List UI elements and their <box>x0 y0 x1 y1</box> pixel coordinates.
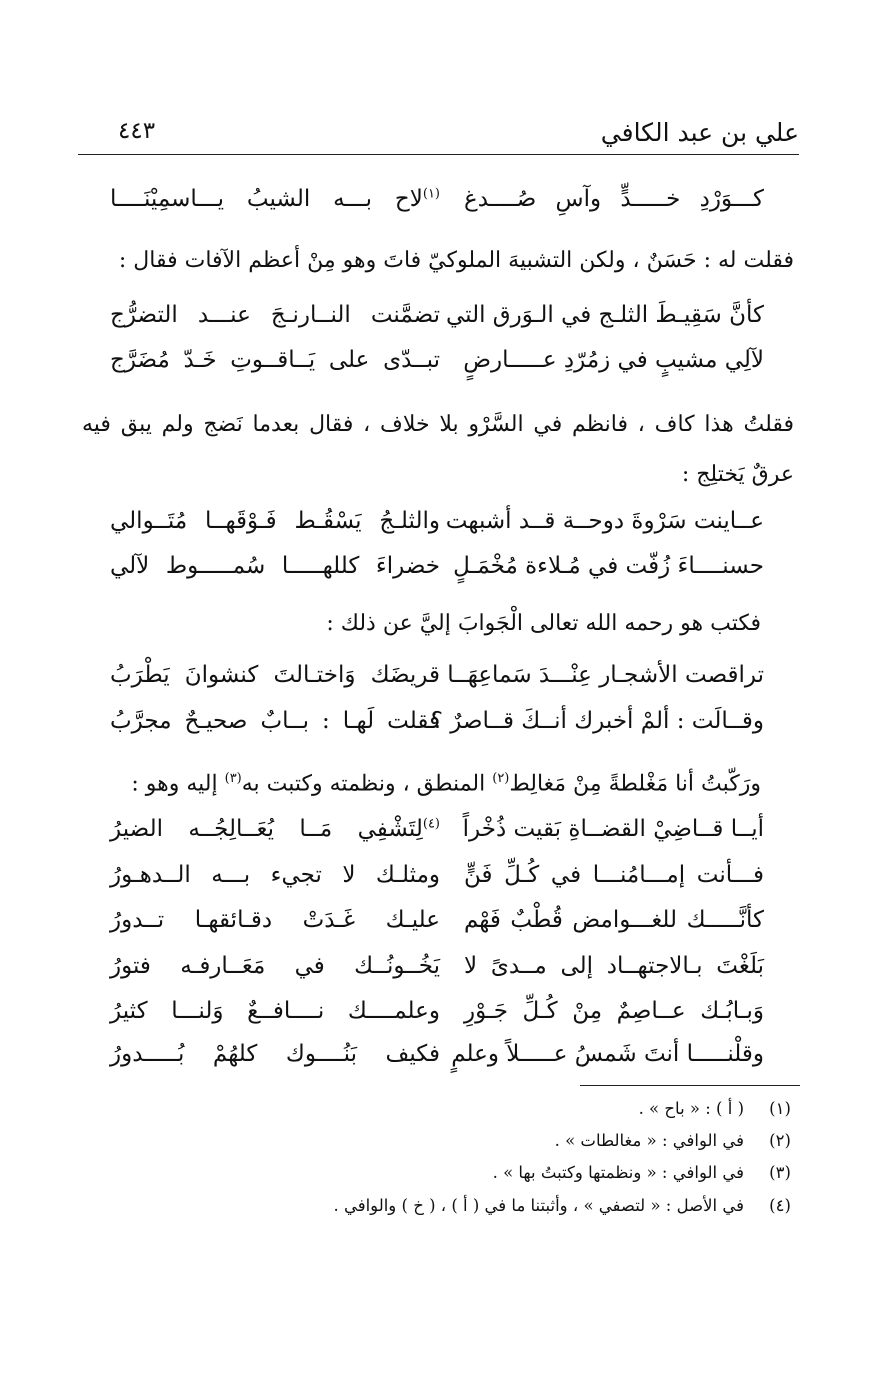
verse-hemistich-right: عــاينت سَرْوةَ دوحــة قــد أشبهت <box>445 508 764 534</box>
verse-line <box>100 907 784 945</box>
verse-hemistich-right: لآلِي مشيبٍ في زمُرّدِ عـــــارضٍ <box>463 347 764 373</box>
verse-hemistich-left: فكيف بَنُــــوك كلهُمْ بُـــــدورُ <box>110 1041 440 1067</box>
verse-hemistich-right: أيــا قــاضِيْ القضــاةِ بَقيت ذُخْراً <box>462 816 764 842</box>
prose-paragraph: فقلت له : حَسَنٌ ، ولكن التشبيهَ الملوكيّ فاتَ وهو مِنْ أعظم الآفات فقال : <box>118 248 794 273</box>
verse-hemistich-left: تضمَّنت النــارنـجَ عنـــد التضرُّج <box>110 302 440 328</box>
verse-hemistich-left: والثلـجُ يَسْقُـط فَـوْقَهــا مُتَــوالي <box>110 508 440 534</box>
verse-hemistich-right: بَلَغْتَ بـالاجتهــاد إلى مــدىً لا <box>464 953 764 979</box>
verse-line <box>100 302 784 340</box>
verse-line <box>100 953 784 991</box>
verse-hemistich-left <box>110 816 440 842</box>
footnote-text: في الوافي : « ونظمتها وكتبتُ بها » . <box>492 1163 744 1182</box>
footnote-divider <box>580 1085 800 1086</box>
verse-line <box>100 347 784 385</box>
verse-line <box>100 816 784 854</box>
verse-hemistich-left: قريضَك وَاختـالتَ كنشوانَ يَطْرَبُ <box>110 662 440 688</box>
verse-hemistich-left <box>110 186 440 212</box>
footnote-number: (١) <box>769 1099 791 1118</box>
verse-hemistich-right: فـــأنت إمـــامُنـــا في كُـلِّ فَنٍّ <box>464 862 764 888</box>
verse-hemistich-left: تبــدّى على يَــاقــوتِ خَـدّ مُضَرَّج <box>110 347 440 373</box>
footnote-text: في الوافي : « مغالطات » . <box>554 1131 744 1150</box>
prose-paragraph <box>82 754 761 809</box>
verse-hemistich-right: حسنــــاءَ زُفّت في مُـلاءة مُخْمَـلٍ <box>453 553 764 579</box>
footnote <box>140 1099 794 1129</box>
running-title: علي بن عبد الكافي <box>600 118 799 147</box>
verse-hemistich-right: وَبـابُـك عــاصِمٌ مِنْ كُـلِّ جَـوْرِ <box>464 998 764 1024</box>
page-number: ٤٤٣ <box>118 118 156 144</box>
verse-line <box>100 708 784 746</box>
verse-hemistich-right: تراقصت الأشجـار عِنْـــدَ سَماعِهَــا <box>447 662 764 688</box>
footnote-ref: (٣) <box>224 771 242 786</box>
footnote-number: (٢) <box>769 1131 791 1150</box>
verse-hemistich-left: فقلت لَهـا : بــابٌ صحيـحٌ مجرَّبُ <box>110 708 440 734</box>
footnote-number: (٣) <box>769 1163 791 1182</box>
footnote <box>140 1196 794 1226</box>
verse-hemistich-left: ومثلـك لا تجيء بـــه الــدهـورُ <box>110 862 440 888</box>
verse-hemistich-left: خضراءَ كللهـــــا سُمـــــوط لآلي <box>110 553 440 579</box>
footnote-number: (٤) <box>769 1196 791 1215</box>
hemistich-text: لاح بـــه الشيبُ يـــاسمِيْنَــــا <box>110 186 423 212</box>
footnote-text: في الأصل : « لتصفي » ، وأثبتنا ما في ( أ ) ، ( خ ) والوافي . <box>333 1196 744 1215</box>
running-header <box>78 118 799 155</box>
verse-hemistich-right: كأنَّـــــك للغـــوامض قُطْبٌ فَهْم <box>464 907 764 933</box>
verse-hemistich-left: وعلمــــك نــــافــعٌ وَلنـــا كثيرُ <box>110 998 440 1024</box>
verse-line <box>100 862 784 900</box>
footnote-ref: (٤) <box>422 816 440 832</box>
prose-text: ورَكّبتُ أنا مَغْلطةً مِنْ مَغالِط <box>509 771 761 797</box>
verse-line <box>100 998 784 1036</box>
verse-line <box>100 508 784 546</box>
verse-line <box>100 662 784 700</box>
footnote-ref: (٢) <box>492 771 510 786</box>
verse-line <box>100 553 784 591</box>
verse-hemistich-right: كـــوَرْدِ خـــــدٍّ وآسِ صُــــدغ <box>464 186 764 212</box>
verse-hemistich-left: يَخُــونُــك في مَعَــارفـه فتورُ <box>110 953 440 979</box>
footnote <box>140 1131 794 1161</box>
verse-hemistich-right: وقلْنـــــا أنتَ شَمسُ عـــــلاً وعلمٍ <box>451 1041 764 1067</box>
prose-text: إليه وهو : <box>131 771 225 797</box>
verse-line <box>100 1041 784 1079</box>
footnote-text: ( أ ) : « باح » . <box>638 1099 744 1118</box>
footnote <box>140 1163 794 1193</box>
verse-line <box>100 186 784 224</box>
verse-hemistich-right: كأنَّ سَقِيـطَ الثلـج في الـوَرق التي <box>445 302 764 328</box>
verse-hemistich-left: عليـك غَـدَتْ دقـائقهـا تــدورُ <box>110 907 440 933</box>
prose-text: المنطق ، ونظمته وكتبت به <box>241 771 493 797</box>
prose-paragraph: فقلتُ هذا كاف ، فانظم في السَّرْو بلا خلاف ، فقال بعدما نَضج ولم يبق فيه عرقٌ يَختلِج : <box>82 412 794 487</box>
prose-paragraph: فكتب هو رحمه الله تعالى الْجَوابَ إليَّ عن ذلك : <box>326 611 761 636</box>
footnote-ref: (١) <box>422 186 440 202</box>
verse-hemistich-right: وقــالَت : ألمْ أخبرك أنــكَ قــاصرٌ ؟ <box>430 708 764 734</box>
hemistich-text: لِتَشْفِي مَــا يُعَــالِجُــه الضيرُ <box>110 816 423 842</box>
